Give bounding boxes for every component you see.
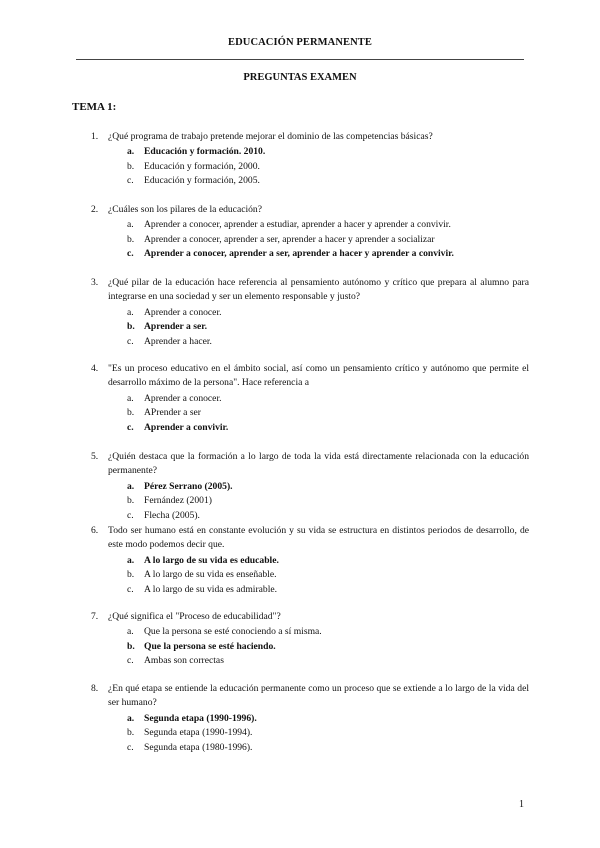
- question-item: [91, 203, 529, 262]
- option-text: Aprender a convivir.: [144, 421, 229, 433]
- section-heading: TEMA 1:: [72, 101, 117, 113]
- option-letter: c.: [127, 655, 134, 667]
- option-letter: a.: [127, 392, 134, 404]
- question-number: 1.: [91, 131, 99, 142]
- option-letter: a.: [127, 480, 135, 492]
- option-text: Aprender a hacer.: [144, 335, 212, 347]
- option-letter: a.: [127, 626, 134, 638]
- question-item: [91, 130, 529, 189]
- option-text: Aprender a conocer.: [144, 392, 222, 404]
- option-letter: c.: [127, 583, 134, 595]
- question-text: "Es un proceso educativo en el ámbito social, así como un pensamiento crítico y autónomo que permite el desarrollo máximo de la persona". Hace referencia a: [108, 363, 529, 389]
- question-text: ¿Quién destaca que la formación a lo largo de toda la vida está directamente relacionada con la educación permanente?: [108, 451, 529, 477]
- answer-option: [127, 625, 529, 640]
- question-text: ¿Cuáles son los pilares de la educación?: [108, 204, 262, 215]
- page-header-title: EDUCACIÓN PERMANENTE: [227, 37, 373, 48]
- option-letter: a.: [127, 219, 134, 231]
- question-item: [91, 682, 529, 755]
- answer-option: [127, 568, 529, 583]
- option-text: Aprender a conocer, aprender a ser, aprender a hacer y aprender a convivir.: [144, 248, 454, 260]
- answer-option: [127, 306, 529, 321]
- option-text: Aprender a conocer, aprender a estudiar, aprender a hacer y aprender a convivir.: [144, 219, 451, 231]
- answer-option-correct: [127, 480, 529, 495]
- question-text: Todo ser humano está en constante evolución y su vida se estructura en distintos periodos de desarrollo, de este modo podemos decir que.: [108, 525, 529, 551]
- option-letter: b.: [127, 233, 135, 245]
- option-text: A lo largo de su vida es educable.: [144, 554, 279, 566]
- answer-option: [127, 160, 529, 175]
- answer-option: [127, 726, 529, 741]
- option-text: Fernández (2001): [144, 495, 212, 507]
- option-letter: a.: [127, 554, 135, 566]
- question-item: [91, 524, 529, 597]
- answer-option-correct: [127, 640, 529, 655]
- option-text: Educación y formación, 2005.: [144, 175, 260, 187]
- option-text: Segunda etapa (1980-1996).: [144, 741, 253, 753]
- question-number: 5.: [91, 451, 99, 462]
- option-text: A lo largo de su vida es enseñable.: [144, 569, 277, 581]
- answer-options: [127, 218, 529, 262]
- header-divider: [76, 59, 524, 60]
- option-letter: b.: [127, 495, 135, 507]
- option-text: Educación y formación, 2000.: [144, 160, 260, 172]
- page-number: 1: [519, 799, 524, 810]
- question-item: [91, 610, 529, 669]
- answer-option-correct: [127, 145, 529, 160]
- option-letter: c.: [127, 509, 134, 521]
- option-text: Segunda etapa (1990-1994).: [144, 727, 253, 739]
- option-letter: b.: [127, 640, 135, 652]
- document-subtitle: PREGUNTAS EXAMEN: [243, 72, 357, 83]
- answer-options: [127, 625, 529, 669]
- option-letter: b.: [127, 160, 135, 172]
- answer-option: [127, 583, 529, 598]
- option-text: Pérez Serrano (2005).: [144, 480, 233, 492]
- question-text: ¿En qué etapa se entiende la educación permanente como un proceso que se extiende a lo largo de la vida del ser humano?: [108, 683, 529, 709]
- answer-option-correct: [127, 320, 529, 335]
- answer-options: [127, 392, 529, 436]
- answer-option: [127, 406, 529, 421]
- answer-option: [127, 335, 529, 350]
- option-letter: a.: [127, 712, 135, 724]
- option-text: Aprender a ser.: [144, 321, 207, 333]
- answer-options: [127, 480, 529, 524]
- option-letter: b.: [127, 407, 135, 419]
- question-text: ¿Qué significa el "Proceso de educabilidad"?: [108, 611, 281, 622]
- answer-option: [127, 654, 529, 669]
- option-letter: a.: [127, 146, 135, 158]
- question-number: 8.: [91, 683, 99, 694]
- option-letter: c.: [127, 421, 134, 433]
- option-text: Educación y formación. 2010.: [144, 146, 266, 158]
- answer-option: [127, 509, 529, 524]
- answer-option: [127, 218, 529, 233]
- option-text: APrender a ser: [144, 407, 202, 419]
- answer-option: [127, 741, 529, 756]
- question-text: ¿Qué programa de trabajo pretende mejorar el dominio de las competencias básicas?: [108, 131, 433, 142]
- option-letter: b.: [127, 569, 135, 581]
- answer-options: [127, 145, 529, 189]
- question-number: 7.: [91, 611, 99, 622]
- question-number: 6.: [91, 525, 99, 536]
- option-text: Aprender a conocer.: [144, 306, 222, 318]
- answer-option: [127, 174, 529, 189]
- option-text: Que la persona se esté haciendo.: [144, 640, 276, 652]
- question-item: [91, 276, 529, 349]
- option-letter: b.: [127, 321, 135, 333]
- answer-option-correct: [127, 247, 529, 262]
- answer-options: [127, 554, 529, 598]
- option-text: Que la persona se esté conociendo a sí misma.: [144, 626, 322, 638]
- question-number: 4.: [91, 363, 99, 374]
- answer-option-correct: [127, 712, 529, 727]
- question-text: ¿Qué pilar de la educación hace referencia al pensamiento autónomo y crítico que prepara al alumno para integrarse en una sociedad y ser un elemento responsable y justo?: [108, 277, 529, 303]
- answer-option: [127, 494, 529, 509]
- option-letter: c.: [127, 741, 134, 753]
- question-item: [91, 450, 529, 523]
- answer-options: [127, 306, 529, 350]
- option-letter: c.: [127, 175, 134, 187]
- option-letter: c.: [127, 335, 134, 347]
- question-number: 3.: [91, 277, 99, 288]
- option-text: Aprender a conocer, aprender a ser, aprender a hacer y aprender a socializar: [144, 233, 435, 245]
- question-item: [91, 362, 529, 435]
- option-text: Flecha (2005).: [144, 509, 200, 521]
- option-text: Segunda etapa (1990-1996).: [144, 712, 257, 724]
- answer-options: [127, 712, 529, 756]
- option-letter: b.: [127, 727, 135, 739]
- option-letter: c.: [127, 248, 134, 260]
- option-letter: a.: [127, 306, 134, 318]
- answer-option-correct: [127, 554, 529, 569]
- answer-option: [127, 392, 529, 407]
- question-number: 2.: [91, 204, 99, 215]
- option-text: Ambas son correctas: [144, 655, 224, 667]
- option-text: A lo largo de su vida es admirable.: [144, 583, 278, 595]
- answer-option: [127, 233, 529, 248]
- answer-option-correct: [127, 421, 529, 436]
